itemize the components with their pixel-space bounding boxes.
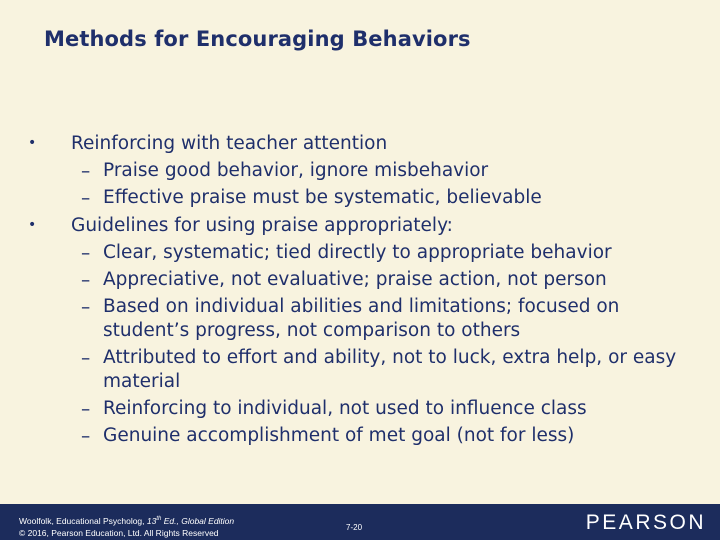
sub-bullet-text: Clear, systematic; tied directly to appropriate behavior xyxy=(103,242,612,263)
sub-bullet-text: Effective praise must be systematic, believable xyxy=(103,187,542,208)
sub-bullet-item xyxy=(28,295,708,343)
bullet-text: Reinforcing with teacher attention xyxy=(71,133,388,154)
footer-edition-suffix: th xyxy=(156,516,162,523)
bullet-dot-icon: • xyxy=(28,135,37,151)
sub-bullet-item xyxy=(28,268,708,292)
sub-bullet-text: Appreciative, not evaluative; praise action, not person xyxy=(103,269,607,290)
sub-bullet-item xyxy=(28,424,708,448)
dash-icon: – xyxy=(81,188,91,209)
footer-copyright: © 2016, Pearson Education, Ltd. All Rights Reserved xyxy=(19,528,219,538)
sub-bullet-text: Genuine accomplishment of met goal (not for less) xyxy=(103,425,575,446)
footer-edition xyxy=(147,516,234,526)
page-number: 7-20 xyxy=(346,523,363,532)
sub-bullet-text: Praise good behavior, ignore misbehavior xyxy=(103,160,489,181)
footer-edition-number: 13 xyxy=(146,516,157,526)
bullet-text: Guidelines for using praise appropriately: xyxy=(71,215,453,236)
dash-icon: – xyxy=(81,270,91,291)
footer-book-author: Woolfolk, Educational Psycholog, xyxy=(19,516,147,526)
sub-bullet-text: Based on individual abilities and limitations; focused on student’s progress, not comparison to others xyxy=(103,296,620,341)
pearson-logo: PEARSON xyxy=(585,511,706,534)
sub-bullet-item xyxy=(28,241,708,265)
dash-icon: – xyxy=(81,297,91,318)
sub-bullet-text: Reinforcing to individual, not used to influence class xyxy=(103,398,587,419)
footer-citation xyxy=(19,516,234,526)
slide-content xyxy=(28,128,708,448)
dash-icon: – xyxy=(81,243,91,264)
dash-icon: – xyxy=(81,161,91,182)
slide-title: Methods for Encouraging Behaviors xyxy=(44,27,471,51)
dash-icon: – xyxy=(81,426,91,447)
bullet-dot-icon: • xyxy=(28,217,37,233)
dash-icon: – xyxy=(81,399,91,420)
bullet-item xyxy=(28,213,708,238)
dash-icon: – xyxy=(81,348,91,369)
sub-bullet-item xyxy=(28,397,708,421)
footer-edition-text: Ed., Global Edition xyxy=(161,516,235,526)
sub-bullet-item xyxy=(28,346,708,394)
sub-bullet-item xyxy=(28,159,708,183)
sub-bullet-item xyxy=(28,186,708,210)
sub-bullet-text: Attributed to effort and ability, not to luck, extra help, or easy material xyxy=(103,347,677,392)
bullet-item xyxy=(28,131,708,156)
footer-bar xyxy=(0,504,720,540)
